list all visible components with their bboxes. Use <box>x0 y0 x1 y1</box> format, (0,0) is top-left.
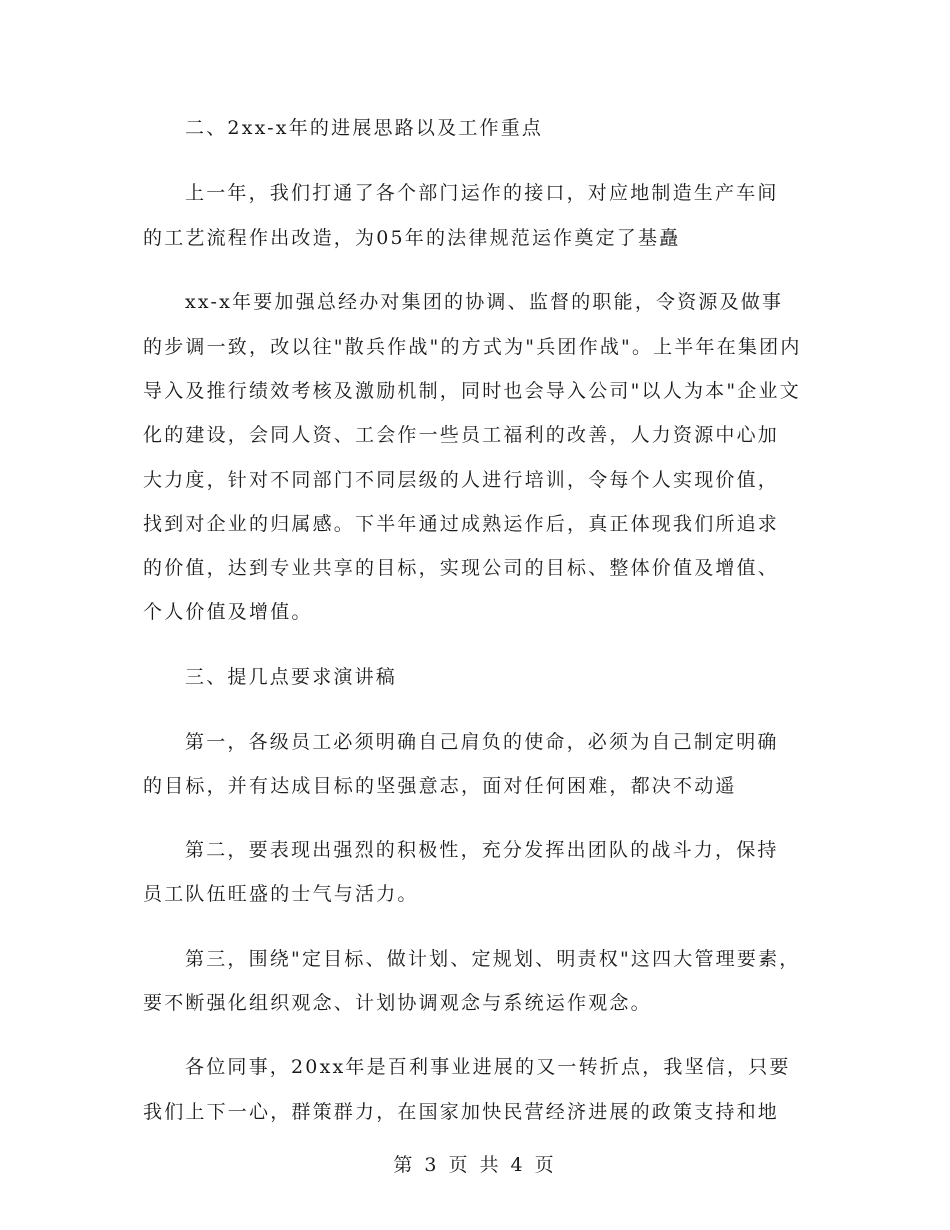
paragraph-line: 上一年，我们打通了各个部门运作的接口，对应地制造生产车间 <box>185 182 779 204</box>
paragraph-line: 找到对企业的归属感。下半年通过成熟运作后，真正体现我们所追求 <box>143 513 780 535</box>
paragraph-line: xx-x年要加强总经办对集团的协调、监督的职能，令资源及做事 <box>185 291 784 313</box>
section-heading-3: 三、提几点要求演讲稿 <box>185 666 398 688</box>
paragraph-line: 第二，要表现出强烈的积极性，充分发挥出团队的战斗力，保持 <box>185 839 779 861</box>
paragraph-line: 我们上下一心，群策群力，在国家加快民营经济进展的政策支持和地 <box>143 1101 780 1123</box>
paragraph-line: 第一，各级员工必须明确自己肩负的使命，必须为自己制定明确 <box>185 731 779 753</box>
paragraph-line: 要不断强化组织观念、计划协调观念与系统运作观念。 <box>143 992 652 1014</box>
paragraph-line: 导入及推行绩效考核及激励机制，同时也会导入公司"以人为本"企业文 <box>143 380 801 402</box>
paragraph-line: 大力度，针对不同部门不同层级的人进行培训，令每个人实现价值， <box>143 469 780 491</box>
paragraph-line: 第三，围绕"定目标、做计划、定规划、明责权"这四大管理要素， <box>185 948 801 970</box>
paragraph-line: 的工艺流程作出改造，为05年的法律规范运作奠定了基矗 <box>143 227 681 249</box>
paragraph-line: 的目标，并有达成目标的坚强意志，面对任何困难，都决不动遥 <box>143 775 737 797</box>
paragraph-line: 各位同事，20xx年是百利事业进展的又一转折点，我坚信，只要 <box>185 1056 791 1078</box>
paragraph-line: 员工队伍旺盛的士气与活力。 <box>143 883 419 905</box>
section-heading-2: 二、2xx-x年的进展思路以及工作重点 <box>185 117 544 139</box>
page-footer: 第 3 页 共 4 页 <box>393 1154 557 1176</box>
paragraph-line: 化的建设，会同人资、工会作一些员工福利的改善，人力资源中心加 <box>143 424 780 446</box>
paragraph-line: 的步调一致，改以往"散兵作战"的方式为"兵团作战"。上半年在集团内 <box>143 336 802 358</box>
paragraph-line: 的价值，达到专业共享的目标，实现公司的目标、整体价值及增值、 <box>143 557 780 579</box>
paragraph-line: 个人价值及增值。 <box>143 601 313 623</box>
